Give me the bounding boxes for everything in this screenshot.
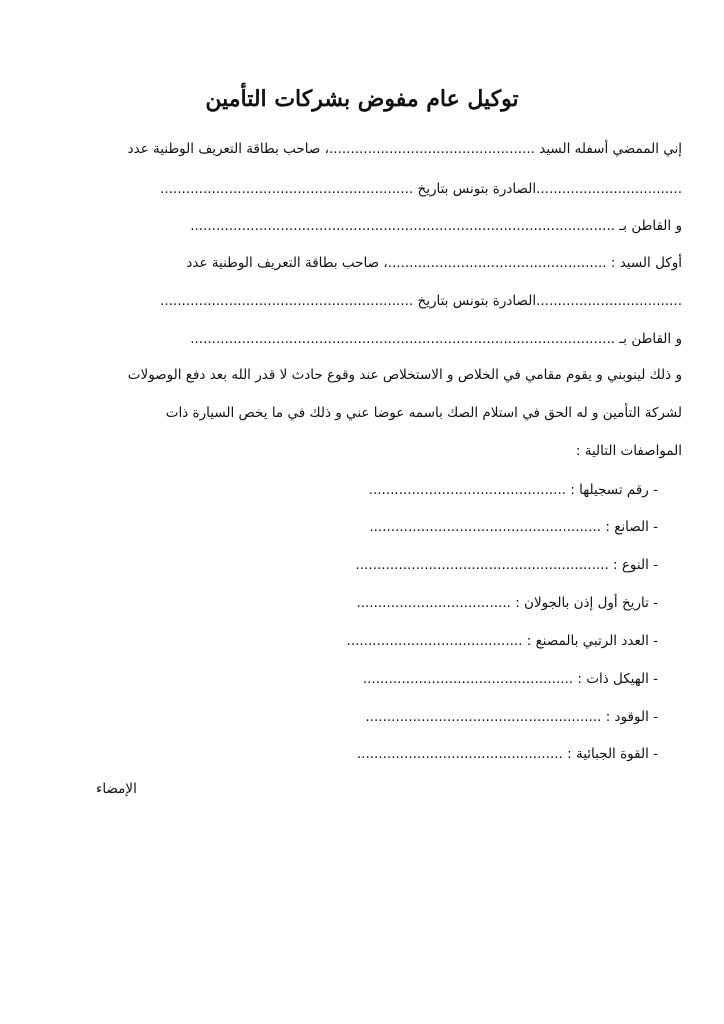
spec-manufacturer: - الصانع : ......................................................	[369, 519, 658, 535]
spec-first-registration-date: - تاريخ أول إذن بالجولان : ....................................	[356, 595, 658, 611]
spec-fiscal-power: - القوة الجبائية : ................................................	[356, 746, 658, 762]
text-line-specs-intro: المواصفات التالية :	[575, 443, 682, 459]
spec-chassis: - الهيكل ذات : .................................................	[362, 671, 658, 687]
spec-type: - النوع : ...........................................................	[355, 557, 658, 573]
text-line-principal-address: و القاطن بـ ...................................................................................................	[190, 218, 682, 234]
spec-fuel: - الوقود : .......................................................	[365, 709, 658, 725]
text-line-agent-name: أوكل السيد : ...................................................، صاحب بطاقة التعريف الوطنية عدد	[186, 255, 682, 271]
text-line-agent-address: و القاطن بـ ...................................................................................................	[190, 331, 682, 347]
text-line-agent-id-date: ..................................الصادرة بتونس بتاريخ ...........................................................	[160, 293, 682, 309]
text-line-principal-id-date: ..................................الصادرة بتونس بتاريخ ...........................................................	[160, 181, 682, 197]
spec-serial-number: - العدد الرتبي بالمصنع : .........................................	[346, 633, 658, 649]
text-line-principal-name: إني الممضي أسفله السيد ................................................، صاحب بطاقة التعريف الوطنية عدد	[127, 141, 682, 157]
document-title: توكيل عام مفوض بشركات التأمين	[205, 86, 519, 112]
text-line-mandate-1: و ذلك لينوبني و يقوم مقامي في الخلاص و الاستخلاص عند وقوع حادث لا قدر الله بعد دفع الوصولات	[127, 367, 682, 383]
signature-label: الإمضاء	[96, 781, 137, 797]
text-line-mandate-2: لشركة التأمين و له الحق في استلام الصك باسمه عوضا عني و ذلك في ما يخص السيارة ذات	[165, 405, 682, 421]
spec-registration-number: - رقم تسجيلها : ..............................................	[368, 482, 658, 498]
